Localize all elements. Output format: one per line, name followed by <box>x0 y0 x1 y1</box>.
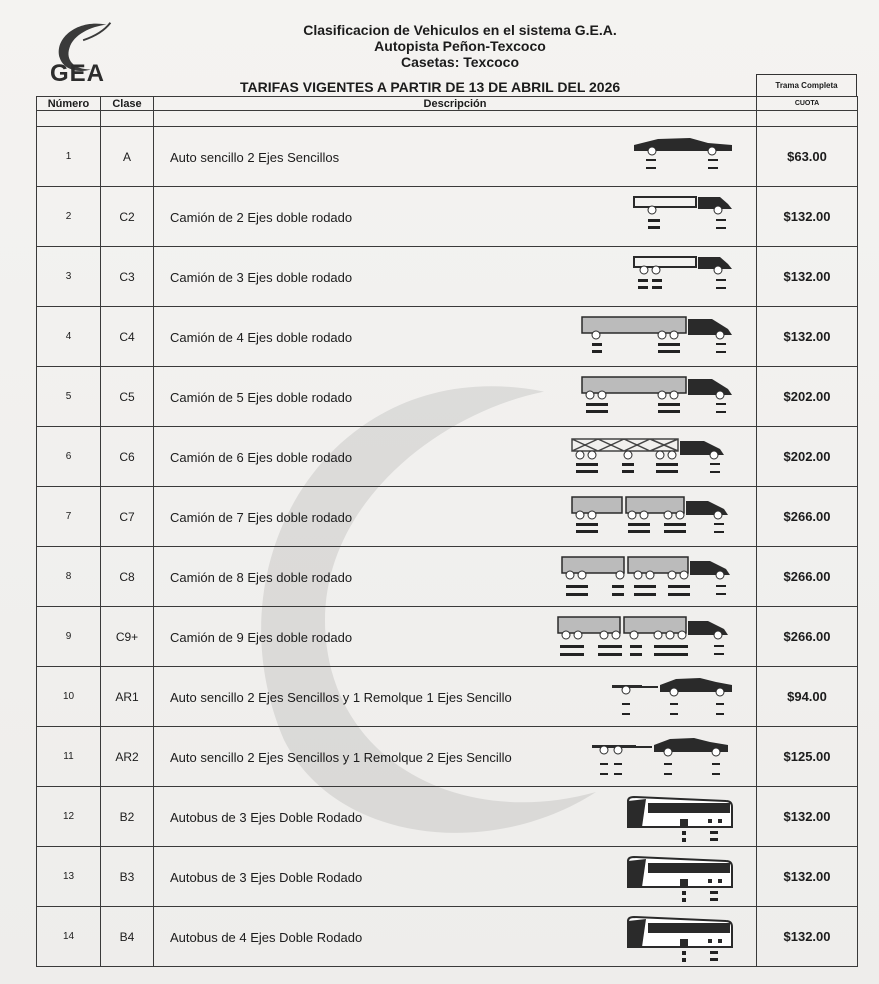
table-row <box>37 187 858 247</box>
row-cuota: $202.00 <box>757 367 858 427</box>
header-line-1: Clasificacion de Vehiculos en el sistema G.E.A. <box>303 22 617 38</box>
row-clase: A <box>101 127 154 187</box>
row-clase: C7 <box>101 487 154 547</box>
column-header-numero: Número <box>37 97 101 111</box>
row-clase: C2 <box>101 187 154 247</box>
row-descripcion <box>154 367 757 427</box>
row-descripcion-text: Camión de 3 Ejes doble rodado <box>170 269 353 285</box>
table-row <box>37 127 858 187</box>
row-cuota: $125.00 <box>757 727 858 787</box>
row-clase: AR1 <box>101 667 154 727</box>
car-trailer-1-icon <box>608 673 738 724</box>
row-descripcion-text: Auto sencillo 2 Ejes Sencillos y 1 Remolque 1 Ejes Sencillo <box>170 689 512 705</box>
row-descripcion <box>154 427 757 487</box>
row-descripcion <box>154 667 757 727</box>
row-number: 2 <box>37 187 101 247</box>
bus-icon <box>622 913 738 970</box>
car-icon <box>628 133 738 176</box>
row-cuota: $266.00 <box>757 607 858 667</box>
row-number: 5 <box>37 367 101 427</box>
row-descripcion <box>154 787 757 847</box>
row-number: 3 <box>37 247 101 307</box>
row-descripcion-text: Camión de 9 Ejes doble rodado <box>170 629 353 645</box>
table-row <box>37 487 858 547</box>
row-descripcion <box>154 307 757 367</box>
row-number: 12 <box>37 787 101 847</box>
row-clase: C4 <box>101 307 154 367</box>
row-descripcion <box>154 487 757 547</box>
row-number: 4 <box>37 307 101 367</box>
header-line-3: Casetas: Texcoco <box>400 54 519 70</box>
row-descripcion <box>154 127 757 187</box>
row-descripcion <box>154 727 757 787</box>
table-row <box>37 547 858 607</box>
row-clase: B4 <box>101 907 154 967</box>
column-header-descripcion: Descripción <box>154 97 757 111</box>
table-row <box>37 427 858 487</box>
row-clase: B3 <box>101 847 154 907</box>
row-number: 7 <box>37 487 101 547</box>
row-clase: C3 <box>101 247 154 307</box>
car-trailer-2-icon <box>588 733 738 784</box>
column-header-clase: Clase <box>101 97 154 111</box>
row-clase: C9+ <box>101 607 154 667</box>
row-descripcion-text: Autobus de 3 Ejes Doble Rodado <box>170 809 363 825</box>
table-row <box>37 307 858 367</box>
tariff-table <box>36 96 858 967</box>
row-cuota: $132.00 <box>757 307 858 367</box>
spacer-row <box>37 111 858 127</box>
row-clase: AR2 <box>101 727 154 787</box>
row-number: 14 <box>37 907 101 967</box>
bus-icon <box>622 853 738 910</box>
row-descripcion-text: Camión de 8 Ejes doble rodado <box>170 569 353 585</box>
table-row <box>37 367 858 427</box>
row-clase: C5 <box>101 367 154 427</box>
row-clase: B2 <box>101 787 154 847</box>
row-descripcion-text: Camión de 2 Ejes doble rodado <box>170 209 353 225</box>
tarifas-title: TARIFAS VIGENTES A PARTIR DE 13 DE ABRIL DEL 2026 <box>240 79 621 95</box>
row-clase: C6 <box>101 427 154 487</box>
row-cuota: $266.00 <box>757 547 858 607</box>
table-row <box>37 607 858 667</box>
table-row <box>37 247 858 307</box>
row-number: 8 <box>37 547 101 607</box>
document-header <box>260 22 660 70</box>
row-cuota: $266.00 <box>757 487 858 547</box>
row-descripcion-text: Camión de 4 Ejes doble rodado <box>170 329 353 345</box>
row-descripcion-text: Auto sencillo 2 Ejes Sencillos y 1 Remolque 2 Ejes Sencillo <box>170 749 512 765</box>
row-number: 6 <box>37 427 101 487</box>
row-cuota: $132.00 <box>757 907 858 967</box>
row-clase: C8 <box>101 547 154 607</box>
truck-9-axle-icon <box>554 613 738 670</box>
row-descripcion <box>154 907 757 967</box>
row-cuota: $132.00 <box>757 787 858 847</box>
row-descripcion <box>154 547 757 607</box>
truck-3-axle-icon <box>628 253 738 300</box>
row-cuota: $132.00 <box>757 847 858 907</box>
truck-7-axle-icon <box>568 493 738 544</box>
column-header-cuota: CUOTA <box>757 97 858 111</box>
truck-4-axle-icon <box>578 313 738 364</box>
row-descripcion <box>154 187 757 247</box>
row-cuota: $132.00 <box>757 187 858 247</box>
truck-5-axle-icon <box>578 373 738 424</box>
row-number: 9 <box>37 607 101 667</box>
row-cuota: $63.00 <box>757 127 858 187</box>
row-descripcion <box>154 847 757 907</box>
trama-completa-label: Trama Completa <box>756 74 857 96</box>
truck-8-axle-icon <box>558 553 738 608</box>
table-row <box>37 847 858 907</box>
row-cuota: $94.00 <box>757 667 858 727</box>
row-number: 1 <box>37 127 101 187</box>
truck-2-axle-icon <box>628 193 738 240</box>
row-descripcion-text: Autobus de 3 Ejes Doble Rodado <box>170 869 363 885</box>
logo-text: GEA <box>50 60 106 87</box>
row-descripcion-text: Camión de 5 Ejes doble rodado <box>170 389 353 405</box>
row-descripcion-text: Camión de 7 Ejes doble rodado <box>170 509 353 525</box>
table-header-row <box>37 97 858 111</box>
header-line-2: Autopista Peñon-Texcoco <box>374 38 546 54</box>
row-cuota: $202.00 <box>757 427 858 487</box>
row-cuota: $132.00 <box>757 247 858 307</box>
truck-6-axle-icon <box>568 433 738 484</box>
row-descripcion-text: Camión de 6 Ejes doble rodado <box>170 449 353 465</box>
table-row <box>37 907 858 967</box>
row-number: 10 <box>37 667 101 727</box>
bus-icon <box>622 793 738 850</box>
row-number: 11 <box>37 727 101 787</box>
row-descripcion <box>154 607 757 667</box>
row-descripcion-text: Autobus de 4 Ejes Doble Rodado <box>170 929 363 945</box>
table-row <box>37 727 858 787</box>
row-descripcion-text: Auto sencillo 2 Ejes Sencillos <box>170 149 340 165</box>
table-row <box>37 787 858 847</box>
row-number: 13 <box>37 847 101 907</box>
row-descripcion <box>154 247 757 307</box>
table-row <box>37 667 858 727</box>
